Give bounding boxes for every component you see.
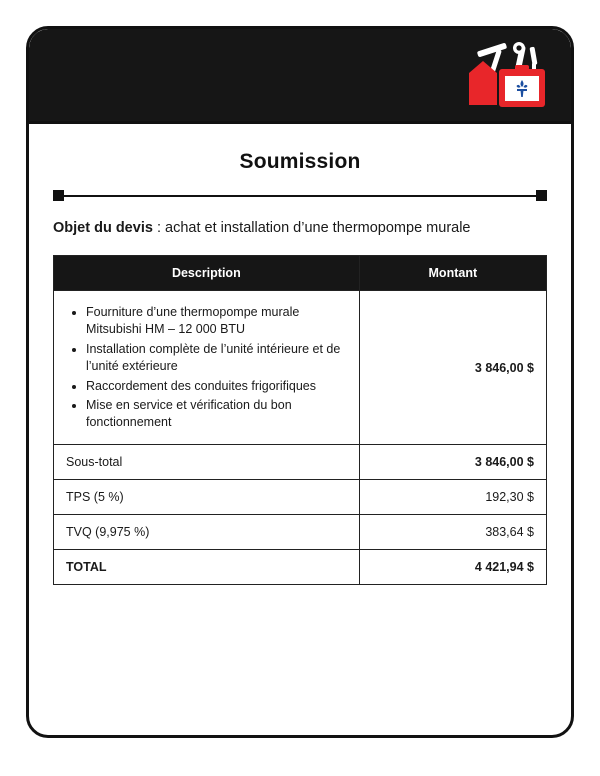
items-cell xyxy=(54,291,360,445)
table-header xyxy=(54,256,547,291)
quote-card xyxy=(26,26,574,738)
quote-table xyxy=(53,255,547,585)
list-item: • Fourniture d’une thermopompe murale Mitsubishi HM – 12 000 BTU xyxy=(86,304,347,338)
table-row xyxy=(54,515,547,550)
table-row xyxy=(54,550,547,585)
table-header-row xyxy=(54,256,547,291)
row-amount-subtotal: 3 846,00 $ xyxy=(359,445,546,480)
card-body xyxy=(29,124,571,595)
list-item: • Raccordement des conduites frigorifiques xyxy=(86,378,347,395)
quote-subject xyxy=(53,218,547,239)
items-amount: 3 846,00 $ xyxy=(359,291,546,445)
row-amount-tvq: 383,64 $ xyxy=(359,515,546,550)
table-body xyxy=(54,291,547,585)
row-label-total: TOTAL xyxy=(54,550,360,585)
table-row xyxy=(54,480,547,515)
divider-dot-right xyxy=(536,190,547,201)
table-row xyxy=(54,291,547,445)
table-row xyxy=(54,445,547,480)
divider-line xyxy=(59,195,541,197)
row-label-tvq: TVQ (9,975 %) xyxy=(54,515,360,550)
row-amount-tps: 192,30 $ xyxy=(359,480,546,515)
row-amount-total: 4 421,94 $ xyxy=(359,550,546,585)
column-header-description: Description xyxy=(54,256,360,291)
row-label-tps: TPS (5 %) xyxy=(54,480,360,515)
page-title: Soumission xyxy=(239,150,361,173)
list-item: • Installation complète de l’unité intérieure et de l’unité extérieure xyxy=(86,341,347,375)
quote-subject-text: : achat et installation d’une thermopompe murale xyxy=(152,220,471,236)
items-list xyxy=(66,304,347,431)
header-band xyxy=(29,29,571,124)
column-header-amount: Montant xyxy=(359,256,546,291)
quote-subject-label: Objet du devis xyxy=(53,220,153,236)
list-item: • Mise en service et vérification du bon fonctionnement xyxy=(86,397,347,431)
divider xyxy=(53,188,547,204)
toolbox-hammer-wrench-logo-icon xyxy=(463,39,555,113)
row-label-subtotal: Sous-total xyxy=(54,445,360,480)
